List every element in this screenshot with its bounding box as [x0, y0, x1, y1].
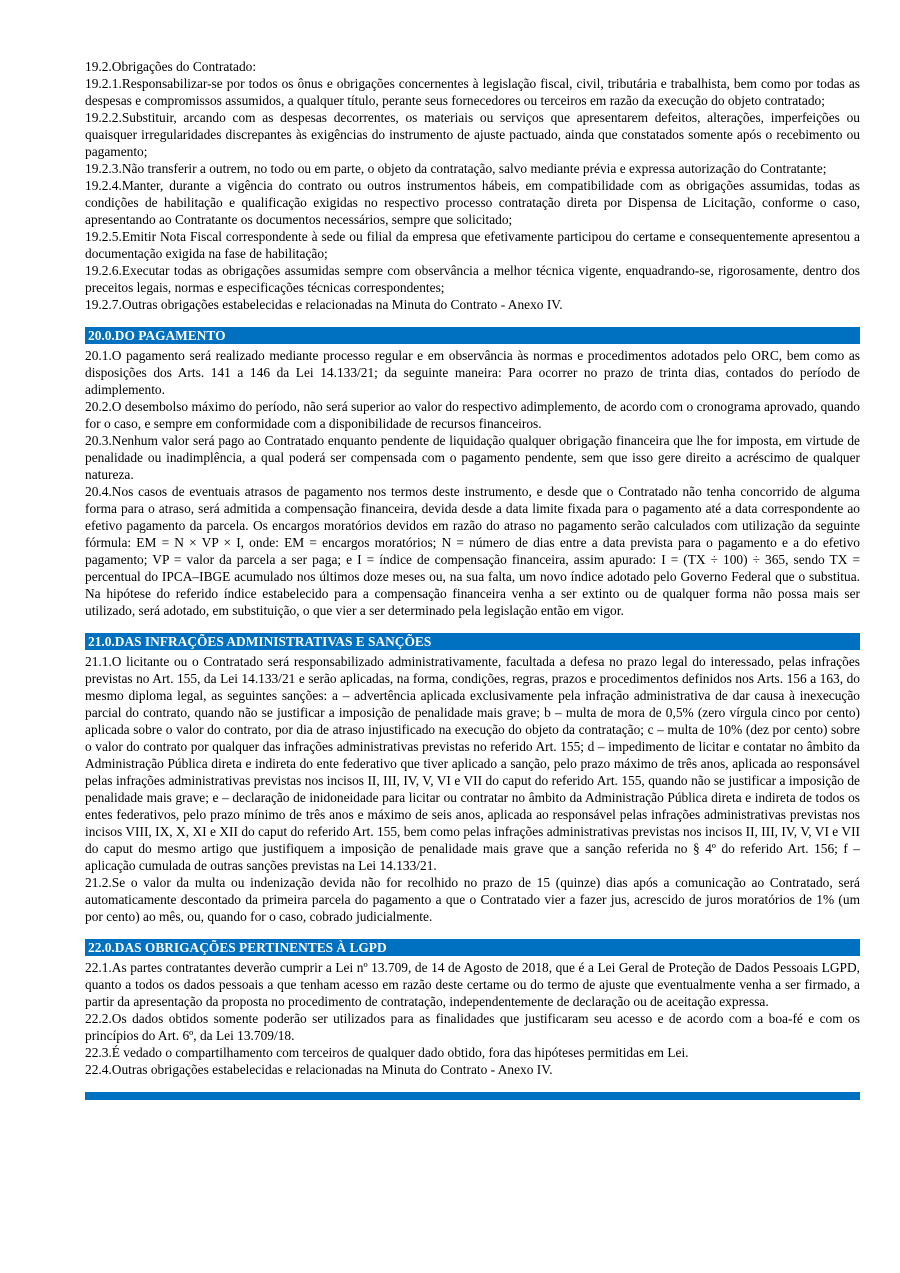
- section-header-partial-bottom: [85, 1092, 860, 1100]
- section-header-20-0: 20.0.DO PAGAMENTO: [85, 327, 860, 344]
- paragraph-20-3: 20.3.Nenhum valor será pago ao Contratado enquanto pendente de liquidação qualquer obrigação financeira que lhe for imposta, em virtude de penalidade ou inadimplência, a qual poderá ser compensada com o pagamento pendente, sem que isso gere direito a acréscimo de qualquer natureza.: [85, 433, 860, 482]
- paragraph-22-2: 22.2.Os dados obtidos somente poderão ser utilizados para as finalidades que justificaram seu acesso e de acordo com a boa-fé e com os princípios do Art. 6º, da Lei 13.709/18.: [85, 1011, 860, 1043]
- paragraph-19-2-7: 19.2.7.Outras obrigações estabelecidas e relacionadas na Minuta do Contrato - Anexo IV.: [85, 297, 563, 312]
- paragraph-20-2: 20.2.O desembolso máximo do período, não será superior ao valor do respectivo adimplemento, de acordo com o cronograma aprovado, quando for o caso, e sempre em conformidade com a disponibilidade de recursos financeiros.: [85, 399, 860, 431]
- paragraph-20-1: 20.1.O pagamento será realizado mediante processo regular e em observância às normas e procedimentos adotados pelo ORC, bem como as disposições dos Arts. 141 a 146 da Lei 14.133/21; da seguinte maneira: Para ocorrer no prazo de trinta dias, contados do período de adimplemento.: [85, 348, 860, 397]
- paragraph-22-4: 22.4.Outras obrigações estabelecidas e relacionadas na Minuta do Contrato - Anexo IV.: [85, 1062, 553, 1077]
- section-header-22-0: 22.0.DAS OBRIGAÇÕES PERTINENTES À LGPD: [85, 939, 860, 956]
- paragraph-19-2-6: 19.2.6.Executar todas as obrigações assumidas sempre com observância a melhor técnica vigente, enquadrando-se, rigorosamente, dentro dos preceitos legais, normas e especificações técnicas correspondentes;: [85, 263, 860, 295]
- paragraph-19-2-5: 19.2.5.Emitir Nota Fiscal correspondente à sede ou filial da empresa que efetivamente participou do certame e consequentemente apresentou a documentação exigida na fase de habilitação;: [85, 229, 860, 261]
- paragraph-19-2-1: 19.2.1.Responsabilizar-se por todos os ônus e obrigações concernentes à legislação fiscal, civil, tributária e trabalhista, bem como por todas as despesas e compromissos assumidos, a qualquer título, perante seus fornecedores ou terceiros em razão da execução do objeto contratado;: [85, 76, 860, 108]
- paragraph-19-2: 19.2.Obrigações do Contratado:: [85, 59, 257, 74]
- paragraph-19-2-4: 19.2.4.Manter, durante a vigência do contrato ou outros instrumentos hábeis, em compatibilidade com as obrigações assumidas, todas as condições de habilitação e qualificação exigidas no respectivo processo contratação direta por Dispensa de Licitação, conforme o caso, apresentando ao Contratante os documentos necessários, sempre que solicitado;: [85, 178, 860, 227]
- section-header-21-0: 21.0.DAS INFRAÇÕES ADMINISTRATIVAS E SANÇÕES: [85, 633, 860, 650]
- paragraph-20-4: 20.4.Nos casos de eventuais atrasos de pagamento nos termos deste instrumento, e desde que o Contratado não tenha concorrido de alguma forma para o atraso, será admitida a compensação financeira, devida desde a data limite fixada para o pagamento até a data correspondente ao efetivo pagamento da parcela. Os encargos moratórios devidos em razão do atraso no pagamento serão calculados com utilização da seguinte fórmula: EM = N × VP × I, onde: EM = encargos moratórios; N = número de dias entre a data prevista para o pagamento e a do efetivo pagamento; VP = valor da parcela a ser paga; e I = índice de compensação financeira, assim apurado: I = (TX ÷ 100) ÷ 365, sendo TX = percentual do IPCA–IBGE acumulado nos últimos doze meses ou, na sua falta, um novo índice adotado pelo Governo Federal que o substitua. Na hipótese do referido índice estabelecido para a compensação financeira venha a ser extinto ou de qualquer forma não possa mais ser utilizado, será adotado, em substituição, o que vier a ser determinado pela legislação então em vigor.: [85, 484, 860, 618]
- paragraph-22-1: 22.1.As partes contratantes deverão cumprir a Lei nº 13.709, de 14 de Agosto de 2018, que é a Lei Geral de Proteção de Dados Pessoais LGPD, quanto a todos os dados pessoais a que tenham acesso em razão deste certame ou do termo de ajuste que eventualmente venha a ser firmado, a partir da apresentação da proposta no procedimento de contratação, independentemente de declaração ou de aceitação expressa.: [85, 960, 860, 1009]
- paragraph-19-2-2: 19.2.2.Substituir, arcando com as despesas decorrentes, os materiais ou serviços que apresentarem defeitos, alterações, imperfeições ou quaisquer irregularidades discrepantes às exigências do instrumento de ajuste pactuado, ainda que constatados somente após o recebimento ou pagamento;: [85, 110, 860, 159]
- paragraph-21-2: 21.2.Se o valor da multa ou indenização devida não for recolhido no prazo de 15 (quinze) dias após a comunicação ao Contratado, será automaticamente descontado da primeira parcela do pagamento a que o Contratado vier a fazer jus, acrescido de juros moratórios de 1% (um por cento) ao mês, ou, quando for o caso, cobrado judicialmente.: [85, 875, 860, 924]
- paragraph-19-2-3: 19.2.3.Não transferir a outrem, no todo ou em parte, o objeto da contratação, salvo mediante prévia e expressa autorização do Contratante;: [85, 161, 827, 176]
- paragraph-22-3: 22.3.É vedado o compartilhamento com terceiros de qualquer dado obtido, fora das hipóteses permitidas em Lei.: [85, 1045, 689, 1060]
- paragraph-21-1: 21.1.O licitante ou o Contratado será responsabilizado administrativamente, facultada a defesa no prazo legal do interessado, pelas infrações previstas no Art. 155, da Lei 14.133/21 e serão aplicadas, na forma, condições, regras, prazos e procedimentos definidos nos Arts. 156 a 163, do mesmo diploma legal, as seguintes sanções: a – advertência aplicada exclusivamente pela infração administrativa de dar causa à inexecução parcial do contrato, quando não se justificar a imposição de penalidade mais grave; b – multa de mora de 0,5% (zero vírgula cinco por cento) aplicada sobre o valor do contrato, por dia de atraso injustificado na execução do objeto da contratação; c – multa de 10% (dez por cento) sobre o valor do contrato por qualquer das infrações administrativas previstas no referido Art. 155; d – impedimento de licitar e contatar no âmbito da Administração Pública direta e indireta do ente federativo que tiver aplicado a sanção, pelo prazo máximo de três anos, aplicada ao responsável pelas infrações administrativas previstas nos incisos II, III, IV, V, VI e VII do caput do referido Art. 155, quando não se justificar a imposição de penalidade mais grave; e – declaração de inidoneidade para licitar ou contratar no âmbito da Administração Pública direta e indireta de todos os entes federativos, pelo prazo mínimo de três anos e máximo de seis anos, aplicada ao responsável pelas infrações administrativas previstas nos incisos VIII, IX, X, XI e XII do caput do referido Art. 155, bem como pelas infrações administrativas previstas nos incisos II, III, IV, V, VI e VII do caput do mesmo artigo que justifiquem a imposição de penalidade mais grave que a sanção referida no § 4º do referido Art. 156; f – aplicação cumulada de outras sanções previstas na Lei 14.133/21.: [85, 654, 860, 873]
